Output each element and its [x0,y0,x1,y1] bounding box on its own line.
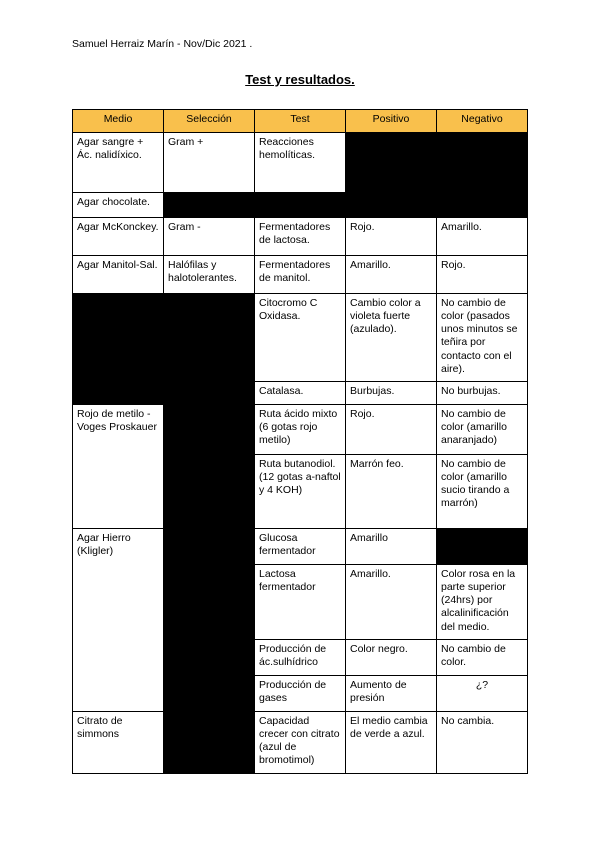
cell-seleccion: Gram + [164,133,255,193]
cell-medio: Agar Manitol-Sal. [73,256,164,294]
column-header-medio: Medio [73,110,164,133]
cell-negativo: Color rosa en la parte superior (24hrs) por alcalinificación del medio. [437,565,528,640]
column-header-seleccion: Selección [164,110,255,133]
cell-negativo: Amarillo. [437,218,528,256]
cell-positivo: Amarillo. [346,565,437,640]
table-header-row [73,110,528,133]
cell-negativo: Rojo. [437,256,528,294]
table-row [73,256,528,294]
cell-positivo: Rojo. [346,218,437,256]
cell-negativo: No cambio de color (pasados unos minutos se teñira por contacto con el aire). [437,294,528,382]
blacked-out-cell [346,133,528,218]
blacked-out-cell [164,405,255,774]
table-row [73,405,528,455]
cell-medio: Agar sangre + Ác. nalidíxico. [73,133,164,193]
column-header-positivo: Positivo [346,110,437,133]
blacked-out-cell [437,529,528,565]
column-header-test: Test [255,110,346,133]
cell-medio: Citrato de simmons [73,712,164,774]
cell-seleccion: Halófilas y halotolerantes. [164,256,255,294]
cell-seleccion: Gram - [164,218,255,256]
cell-positivo: Color negro. [346,640,437,676]
cell-test: Fermentadores de manitol. [255,256,346,294]
cell-medio: Rojo de metilo - Voges Proskauer [73,405,164,529]
cell-positivo: Cambio color a violeta fuerte (azulado). [346,294,437,382]
cell-test: Producción de ác.sulhídrico [255,640,346,676]
cell-test: Ruta ácido mixto (6 gotas rojo metilo) [255,405,346,455]
cell-negativo: No cambio de color. [437,640,528,676]
cell-negativo: No cambia. [437,712,528,774]
document-title: Test y resultados. [245,72,355,87]
cell-positivo: Rojo. [346,405,437,455]
cell-test: Lactosa fermentador [255,565,346,640]
cell-positivo: El medio cambia de verde a azul. [346,712,437,774]
cell-negativo: No cambio de color (amarillo anaranjado) [437,405,528,455]
table-row [73,294,528,382]
table-row [73,529,528,565]
cell-medio: Agar Hierro (Kligler) [73,529,164,712]
author-date-line: Samuel Herraiz Marín - Nov/Dic 2021 . [72,38,253,50]
blacked-out-cell [73,294,255,405]
cell-negativo: ¿? [437,676,528,712]
table-row [73,712,528,774]
cell-positivo: Amarillo. [346,256,437,294]
blacked-out-cell [164,193,346,218]
cell-positivo: Marrón feo. [346,455,437,529]
cell-test: Fermentadores de lactosa. [255,218,346,256]
cell-positivo: Burbujas. [346,382,437,405]
cell-positivo: Amarillo [346,529,437,565]
cell-test: Ruta butanodiol. (12 gotas a-naftol y 4 KOH) [255,455,346,529]
cell-test: Citocromo C Oxidasa. [255,294,346,382]
cell-negativo: No burbujas. [437,382,528,405]
cell-test: Glucosa fermentador [255,529,346,565]
cell-test: Reacciones hemolíticas. [255,133,346,193]
cell-test: Catalasa. [255,382,346,405]
cell-medio: Agar McKonckey. [73,218,164,256]
table-row [73,218,528,256]
cell-negativo: No cambio de color (amarillo sucio tirando a marrón) [437,455,528,529]
column-header-negativo: Negativo [437,110,528,133]
cell-test: Capacidad crecer con citrato (azul de bromotimol) [255,712,346,774]
table-row [73,133,528,193]
cell-positivo: Aumento de presión [346,676,437,712]
cell-test: Producción de gases [255,676,346,712]
cell-medio: Agar chocolate. [73,193,164,218]
results-table [72,109,528,774]
